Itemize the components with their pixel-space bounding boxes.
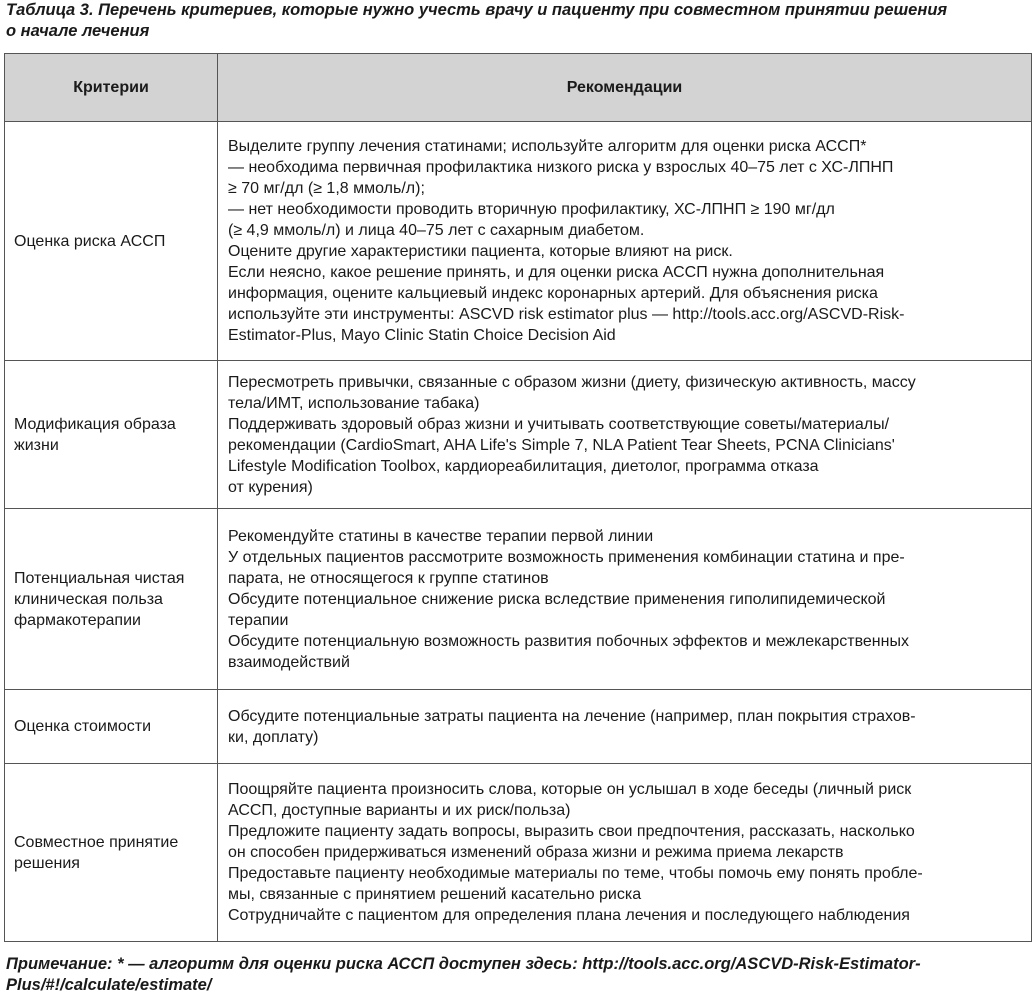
recommendation-line: он способен придерживаться изменений образа жизни и режима приема лекарств — [228, 844, 844, 861]
recommendation-line: ки, доплату) — [228, 728, 319, 746]
table-footnote — [6, 954, 1026, 996]
recommendation-cell — [218, 764, 1032, 942]
table-caption — [6, 0, 1026, 42]
recommendation-line: Обсудите потенциальную возможность развития побочных эффектов и межлекарственных — [228, 632, 909, 650]
table-caption-line-2: о начале лечения — [6, 22, 150, 40]
recommendation-line: терапии — [228, 611, 289, 629]
recommendation-line: Рекомендуйте статины в качестве терапии первой линии — [228, 527, 654, 545]
header-criteria: Критерии — [5, 54, 218, 122]
recommendation-line: Обсудите потенциальные затраты пациента на лечение (например, план покрытия страхов- — [228, 707, 916, 725]
criteria-table — [4, 53, 1032, 942]
recommendation-line: используйте эти инструменты: ASCVD risk estimator plus — http://tools.acc.org/ASCVD-Risk- — [228, 306, 905, 323]
footnote-line-2: Plus/#!/calculate/estimate/ — [6, 976, 212, 994]
recommendation-line: Estimator-Plus, Mayo Clinic Statin Choice Decision Aid — [228, 327, 616, 344]
recommendation-line: Lifestyle Modification Toolbox, кардиореабилитация, диетолог, программа отказа — [228, 457, 819, 475]
recommendation-line: Пересмотреть привычки, связанные с образом жизни (диету, физическую активность, массу — [228, 373, 916, 391]
recommendation-line: парата, не относящегося к группе статинов — [228, 569, 549, 587]
recommendation-line: мы, связанные с принятием решений касательно риска — [228, 886, 642, 903]
recommendation-line: (≥ 4,9 ммоль/л) и лица 40–75 лет с сахарным диабетом. — [228, 222, 645, 239]
recommendation-cell — [218, 122, 1032, 361]
recommendation-line: Поддерживать здоровый образ жизни и учитывать соответствующие советы/материалы/ — [228, 415, 890, 433]
recommendation-line: рекомендации (CardioSmart, AHA Life's Simple 7, NLA Patient Tear Sheets, PCNA Clinicians' — [228, 436, 895, 454]
recommendation-line: Предложите пациенту задать вопросы, выразить свои предпочтения, рассказать, насколько — [228, 823, 915, 840]
recommendation-line: от курения) — [228, 478, 313, 496]
recommendation-line: информация, оцените кальциевый индекс коронарных артерий. Для объяснения риска — [228, 285, 878, 302]
recommendation-line: Выделите группу лечения статинами; используйте алгоритм для оценки риска АССП* — [228, 138, 867, 155]
recommendation-line: У отдельных пациентов рассмотрите возможность применения комбинации статина и пре- — [228, 548, 905, 566]
table-row — [5, 764, 1032, 942]
recommendation-line: тела/ИМТ, использование табака) — [228, 394, 480, 412]
recommendation-line: АССП, доступные варианты и их риск/польза) — [228, 802, 571, 819]
criteria-table-container — [4, 53, 1031, 942]
recommendation-cell — [218, 690, 1032, 764]
criterion-cell: Оценка стоимости — [5, 690, 218, 764]
table-row — [5, 509, 1032, 690]
criterion-cell: Совместное принятие решения — [5, 764, 218, 942]
recommendation-line: — необходима первичная профилактика низкого риска у взрослых 40–75 лет с ХС-ЛПНП — [228, 159, 894, 176]
recommendation-line: Обсудите потенциальное снижение риска вследствие применения гиполипидемической — [228, 590, 886, 608]
header-recommendations: Рекомендации — [218, 54, 1032, 122]
footnote-line-1: Примечание: * — алгоритм для оценки риска АССП доступен здесь: http://tools.acc.org/ASCVD-Risk-Estimator- — [6, 955, 921, 973]
table-row — [5, 361, 1032, 509]
recommendation-line: ≥ 70 мг/дл (≥ 1,8 ммоль/л); — [228, 180, 425, 197]
recommendation-line: Если неясно, какое решение принять, и для оценки риска АССП нужна дополнительная — [228, 264, 885, 281]
recommendation-line: Сотрудничайте с пациентом для определения плана лечения и последующего наблюдения — [228, 907, 910, 924]
criterion-cell: Модификация образа жизни — [5, 361, 218, 509]
table-header-row — [5, 54, 1032, 122]
table-row — [5, 122, 1032, 361]
recommendation-cell — [218, 361, 1032, 509]
recommendation-line: взаимодействий — [228, 653, 350, 671]
table-row — [5, 690, 1032, 764]
recommendation-line: Предоставьте пациенту необходимые материалы по теме, чтобы помочь ему понять пробле- — [228, 865, 923, 882]
table-caption-line-1: Таблица 3. Перечень критериев, которые нужно учесть врачу и пациенту при совместном принятии решения — [6, 1, 948, 19]
criterion-cell: Оценка риска АССП — [5, 122, 218, 361]
recommendation-line: — нет необходимости проводить вторичную профилактику, ХС-ЛПНП ≥ 190 мг/дл — [228, 201, 835, 218]
criterion-cell: Потенциальная чистая клиническая польза фармакотерапии — [5, 509, 218, 690]
recommendation-line: Поощряйте пациента произносить слова, которые он услышал в ходе беседы (личный риск — [228, 781, 912, 798]
recommendation-line: Оцените другие характеристики пациента, которые влияют на риск. — [228, 243, 733, 260]
recommendation-cell — [218, 509, 1032, 690]
